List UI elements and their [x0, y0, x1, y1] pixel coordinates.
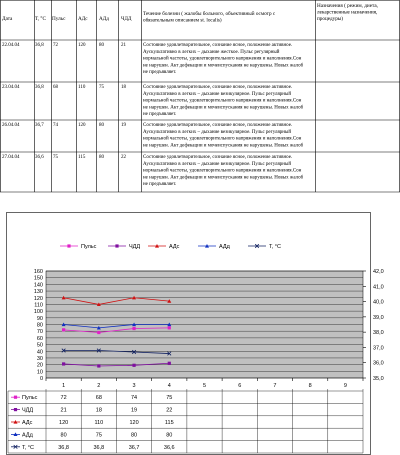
row-course-line: не нарушен. Акт дефекации и мочеиспускания не нарушены. Новых жалоб — [143, 105, 304, 111]
legend-marker — [67, 244, 70, 247]
data-point — [97, 331, 100, 334]
row-course-line: Состояние удовлетворительное, сознание ясное, положение активное. — [143, 85, 293, 90]
legend-label: АДс — [169, 244, 180, 250]
row-pulse: 68 — [53, 85, 58, 90]
data-table-cell: 120 — [129, 420, 139, 426]
row-chdd: 21 — [121, 43, 126, 48]
row-course-line: Аускультативно в легких – дыхание жесткое. Пульс регулярный — [143, 49, 280, 55]
data-table-cell: 36,8 — [93, 444, 105, 451]
y-left-tick-label: 120 — [33, 295, 43, 302]
data-table-cell: 19 — [130, 407, 138, 414]
y-right-tick-label: 40,0 — [373, 299, 384, 306]
row-course-line: не нарушен. Акт дефекации и мочеиспускания не нарушены. Новых жалоб — [143, 175, 304, 181]
header-date: Дата — [2, 16, 13, 22]
y-right-tick-label: 35,0 — [373, 376, 384, 382]
row-chdd: 22 — [121, 155, 126, 160]
row-ads: 120 — [78, 123, 86, 128]
data-table-cell: 80 — [166, 432, 173, 439]
header-pulse: Пульс — [52, 16, 66, 22]
row-add: 80 — [99, 155, 104, 160]
data-table-cell: 115 — [164, 420, 174, 426]
row-course-line: нормальной частоты, удовлетворительного напряжения и наполнения.Сон — [143, 56, 302, 62]
data-table-cell: 36,7 — [128, 444, 140, 451]
y-left-tick-label: 20 — [36, 362, 43, 369]
x-tick-label: 1 — [62, 383, 66, 389]
data-table-cell: 75 — [95, 432, 102, 439]
row-course-line: Состояние удовлетворительное, сознание ясное, положение активное. — [143, 155, 293, 160]
row-add: 75 — [99, 85, 104, 90]
legend-label: ЧДД — [129, 244, 141, 250]
header-temp: T, °C — [35, 16, 46, 22]
y-right-tick-label: 36,0 — [373, 360, 384, 367]
x-tick-label: 9 — [343, 383, 347, 389]
data-table-cell: 80 — [130, 432, 138, 439]
data-table-legend-marker — [14, 408, 17, 411]
data-point — [168, 362, 171, 365]
header-appointments-line: лекарственные назначения, — [317, 9, 378, 16]
y-left-tick-label: 90 — [36, 315, 43, 322]
row-date: 26.04.04 — [2, 123, 20, 128]
header-appointments — [317, 2, 378, 22]
x-tick-label: 3 — [132, 383, 136, 389]
x-tick-label: 6 — [238, 383, 242, 389]
data-point — [62, 328, 65, 331]
header-appointments-line: Назначения ( режим, диета, — [317, 3, 378, 9]
data-table-cell: 21 — [60, 407, 67, 414]
header-appointments-line: процедуры) — [317, 16, 344, 22]
y-right-tick-label: 37,0 — [373, 345, 384, 352]
row-temp: 36,8 — [35, 85, 44, 90]
row-chdd: 19 — [121, 123, 126, 128]
header-ads: АДс — [78, 16, 88, 22]
row-course-line: не предъявляет. — [143, 112, 177, 118]
legend-label: Пульс — [81, 244, 97, 250]
x-tick-label: 7 — [273, 383, 277, 389]
row-course-line: Состояние удовлетворительное, сознание ясное, положение активное. — [143, 43, 293, 48]
legend-label: АДд — [219, 244, 230, 250]
data-table-cell: 110 — [94, 420, 104, 426]
row-course — [143, 43, 304, 75]
row-temp: 36,8 — [35, 43, 44, 48]
legend-label: T, °C — [269, 244, 281, 250]
row-chdd: 18 — [121, 85, 126, 90]
row-course — [143, 155, 304, 187]
x-tick-label: 5 — [202, 383, 207, 389]
row-course-line: не предъявляет. — [143, 182, 177, 188]
data-table-cell: 36,8 — [58, 444, 69, 451]
y-right-tick-label: 39,0 — [373, 314, 384, 321]
row-course-line: Состояние удовлетворительное, сознание ясное, положение активное. — [143, 123, 293, 128]
y-left-tick-label: 10 — [36, 369, 43, 376]
y-right-tick-label: 41,0 — [373, 284, 384, 291]
row-course-line: Аускультативно в легких – дыхание везикулярное. Пульс регулярный — [143, 129, 291, 135]
data-point — [132, 327, 135, 330]
row-course-line: Аускультативно в легких – дыхание везикулярное. Пульс регулярный — [143, 91, 291, 97]
y-left-tick-label: 110 — [34, 302, 43, 309]
y-left-tick-label: 140 — [33, 282, 43, 289]
y-left-tick-label: 0 — [39, 376, 43, 382]
y-left-tick-label: 160 — [33, 269, 43, 275]
data-table-cell: 120 — [59, 420, 69, 426]
data-table-cell: 72 — [60, 395, 67, 402]
row-date: 27.04.04 — [2, 155, 20, 160]
row-course-line: Аускультативно в легких – дыхание везикулярное. Пульс регулярный — [143, 161, 291, 167]
y-left-tick-label: 150 — [33, 275, 43, 282]
row-course — [143, 85, 304, 117]
row-course-line: не предъявляет. — [143, 70, 177, 76]
y-left-tick-label: 70 — [36, 329, 43, 336]
data-point — [168, 326, 171, 329]
row-pulse: 72 — [53, 43, 58, 48]
row-pulse: 74 — [53, 123, 58, 128]
row-add: 80 — [99, 123, 104, 128]
header-add: АДд — [99, 16, 109, 22]
row-course-line: нормальной частоты, удовлетворительного напряжения и наполнения.Сон — [143, 136, 302, 142]
row-temp: 36,7 — [35, 123, 44, 128]
row-course — [143, 123, 304, 148]
x-tick-label: 4 — [167, 383, 171, 389]
header-chdd: ЧДД — [121, 16, 132, 22]
y-left-tick-label: 30 — [36, 355, 43, 362]
data-point — [132, 364, 135, 367]
row-temp: 36,6 — [35, 155, 44, 160]
data-table-series-label: T, °C — [22, 444, 34, 451]
data-table-cell: 75 — [166, 395, 173, 402]
row-pulse: 75 — [53, 155, 58, 160]
row-date: 22.04.04 — [2, 43, 20, 48]
data-table-cell: 36,6 — [163, 444, 175, 451]
row-ads: 110 — [78, 85, 86, 90]
data-table-cell: 68 — [95, 395, 102, 402]
x-tick-label: 2 — [97, 383, 101, 389]
row-course-line: нормальной частоты, удовлетворительного напряжения и наполнения.Сон — [143, 168, 302, 174]
data-table-cell: 74 — [130, 395, 138, 402]
header-course-line: Течение болезни ( жалобы больного, объективный осмотр с — [143, 11, 276, 17]
data-table-series-label: ЧДД — [22, 407, 34, 414]
row-date: 23.04.04 — [2, 85, 20, 90]
y-left-tick-label: 50 — [36, 342, 43, 349]
row-course-line: не нарушен. Акт дефекации и мочеиспускания не нарушены. Новых жалоб — [143, 143, 304, 149]
data-table-cell: 22 — [166, 407, 173, 414]
row-add: 80 — [99, 43, 104, 48]
legend-marker — [115, 244, 118, 247]
y-right-tick-label: 42,0 — [373, 269, 384, 275]
data-table-series-label: АДс — [22, 420, 33, 426]
y-right-tick-label: 38,0 — [373, 330, 384, 337]
y-left-tick-label: 80 — [36, 322, 43, 329]
row-ads: 115 — [78, 155, 86, 160]
data-table-cell: 18 — [95, 407, 102, 414]
data-point — [97, 364, 100, 367]
row-course-line: не нарушен. Акт дефекации и мочеиспускания не нарушены. Новых жалоб — [143, 63, 304, 69]
row-ads: 120 — [78, 43, 86, 48]
header-course — [143, 10, 276, 24]
x-tick-label: 8 — [308, 383, 312, 389]
y-left-tick-label: 40 — [36, 349, 43, 356]
y-left-tick-label: 60 — [36, 335, 43, 342]
y-left-tick-label: 100 — [33, 309, 43, 316]
data-table-series-label: Пульс — [22, 395, 38, 402]
data-table-legend-marker — [14, 396, 17, 399]
row-course-line: нормальной частоты, удовлетворительного напряжения и наполнения.Сон — [143, 98, 302, 104]
header-course-line: обязательным описанием st. localis) — [143, 17, 222, 24]
data-point — [62, 362, 65, 365]
y-left-tick-label: 130 — [33, 289, 43, 296]
data-table-cell: 80 — [60, 432, 67, 439]
data-table-series-label: АДд — [22, 432, 33, 439]
